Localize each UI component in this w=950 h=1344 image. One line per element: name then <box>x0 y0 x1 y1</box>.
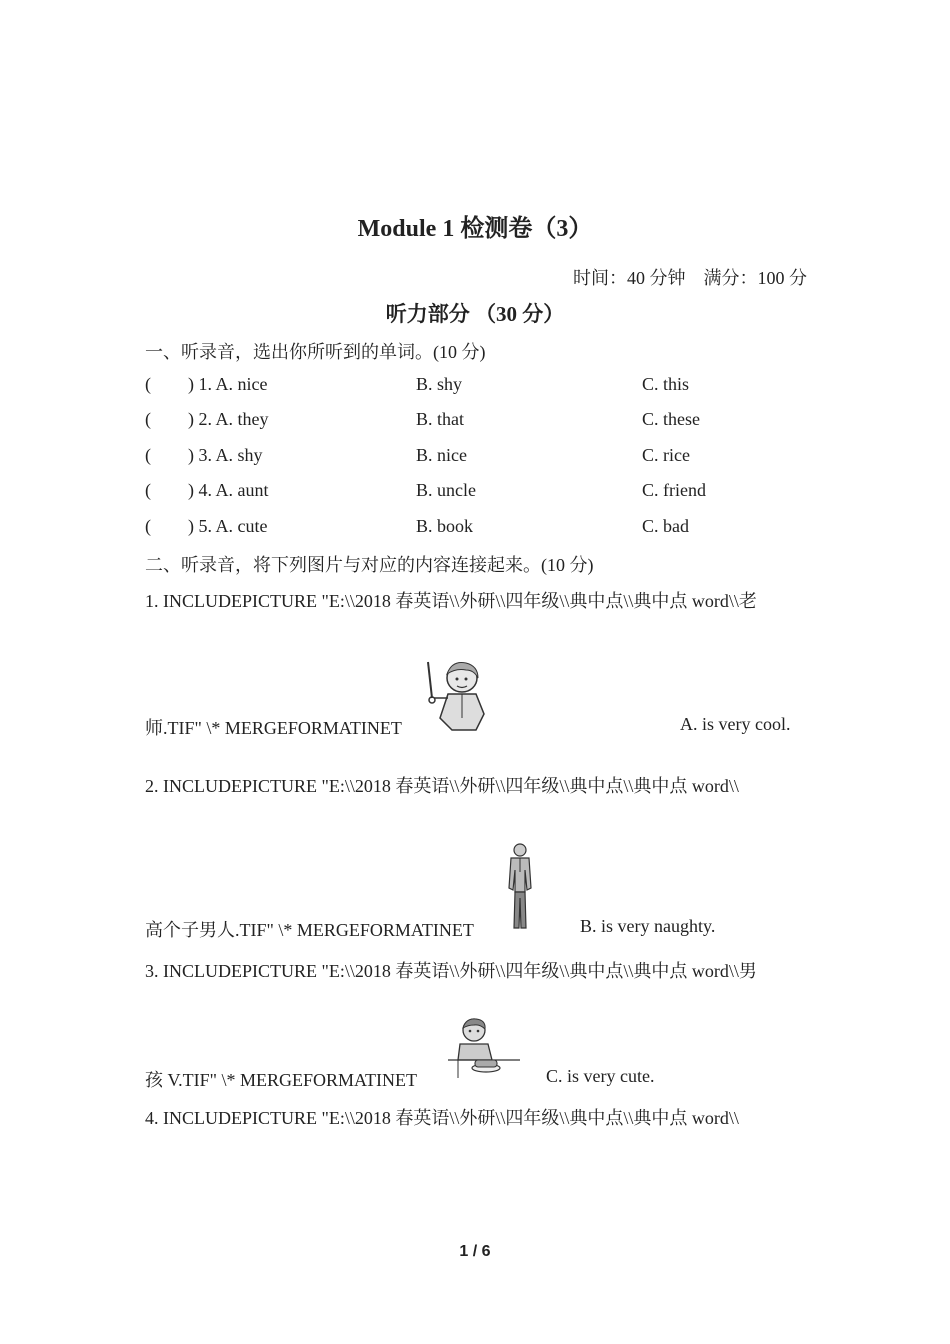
option-c: C. bad <box>642 516 689 536</box>
option-b: B. nice <box>416 445 467 465</box>
match-item-line1: 2. INCLUDEPICTURE "E:\\2018 春英语\\外研\\四年级\\典中点\\典中点 word\\ <box>145 776 739 796</box>
option-c: C. rice <box>642 445 690 465</box>
match-item-line1: 1. INCLUDEPICTURE "E:\\2018 春英语\\外研\\四年级\\典中点\\典中点 word\\老 <box>145 591 757 611</box>
option-c: C. friend <box>642 480 706 500</box>
teacher-illustration <box>418 658 488 732</box>
match-item-line2: 高个子男人.TIF" \* MERGEFORMATINET <box>145 920 474 940</box>
option-c: C. these <box>642 409 700 429</box>
option-b: B. book <box>416 516 474 536</box>
option-a: ) 4. A. aunt <box>188 480 269 500</box>
exam-meta: 时间：40 分钟 满分：100 分 <box>573 268 807 288</box>
match-item-line2: 孩 V.TIF" \* MERGEFORMATINET <box>145 1070 418 1090</box>
answer-blank: ( <box>145 480 151 500</box>
tall-man-illustration <box>505 842 535 932</box>
page-title: Module 1 检测卷（3） <box>357 216 593 242</box>
option-a: ) 5. A. cute <box>188 516 268 536</box>
boy-illustration <box>448 1016 520 1082</box>
match-item-line2: 师.TIF" \* MERGEFORMATINET <box>145 718 402 738</box>
answer-blank: ( <box>145 409 151 429</box>
page-number: 1 / 6 <box>459 1243 491 1260</box>
option-a: ) 1. A. nice <box>188 374 268 394</box>
match-option-b: B. is very naughty. <box>580 916 716 936</box>
option-b: B. that <box>416 409 464 429</box>
option-c: C. this <box>642 374 690 394</box>
option-a: ) 3. A. shy <box>188 445 263 465</box>
part1-instruction: 一、听录音，选出你所听到的单词。(10 分) <box>145 342 486 362</box>
match-option-a: A. is very cool. <box>680 714 791 734</box>
answer-blank: ( <box>145 445 151 465</box>
match-item-line1: 4. INCLUDEPICTURE "E:\\2018 春英语\\外研\\四年级\\典中点\\典中点 word\\ <box>145 1108 739 1128</box>
option-b: B. uncle <box>416 480 476 500</box>
match-option-c: C. is very cute. <box>546 1066 655 1086</box>
section-title: 听力部分 （30 分） <box>385 302 565 326</box>
option-b: B. shy <box>416 374 463 394</box>
part2-instruction: 二、听录音，将下列图片与对应的内容连接起来。(10 分) <box>145 555 594 575</box>
answer-blank: ( <box>145 516 151 536</box>
option-a: ) 2. A. they <box>188 409 269 429</box>
answer-blank: ( <box>145 374 151 394</box>
match-item-line1: 3. INCLUDEPICTURE "E:\\2018 春英语\\外研\\四年级\\典中点\\典中点 word\\男 <box>145 961 757 981</box>
